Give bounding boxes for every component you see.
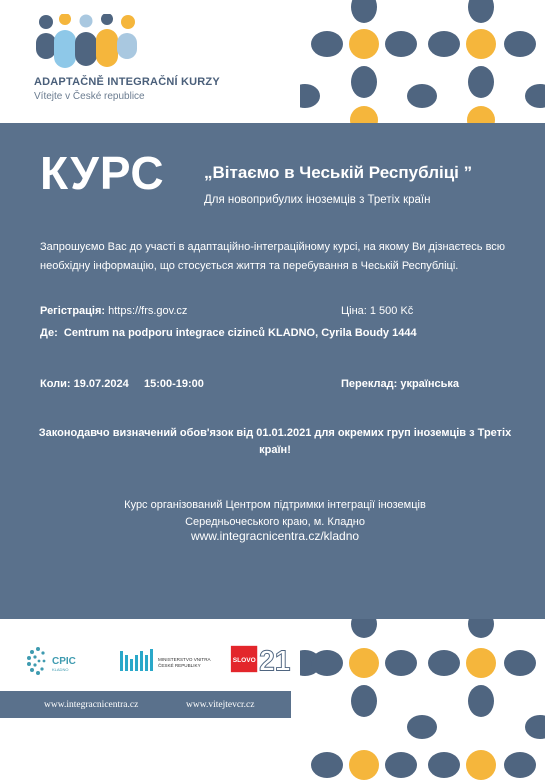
logo-figure-body	[117, 33, 137, 59]
slovo-number: 21	[259, 644, 291, 675]
date-value: 19.07.2024	[73, 378, 129, 390]
law-notice: Законодавчо визначений обов'язок від 01.01.2021 для окремих груп іноземців з Третіх країн!	[38, 427, 512, 456]
flower-icon	[428, 0, 536, 98]
logo-figure-head	[121, 15, 135, 29]
date-line	[40, 378, 204, 390]
slovo21-logo	[229, 643, 293, 675]
ministry-emblem-icon	[120, 649, 153, 671]
footer-link-vitejtevcr[interactable]: www.vitejtevcr.cz	[186, 700, 255, 710]
logo-figure-body	[75, 32, 97, 66]
registration-label: Регістрація:	[40, 305, 106, 317]
organizer-line: Курс організований Центром підтримки інтеграції іноземців	[124, 499, 426, 511]
bottom-flower-pattern	[300, 619, 545, 782]
cpic-logo	[26, 645, 88, 677]
flower-icon	[311, 0, 417, 98]
logo-figure-body	[36, 33, 56, 59]
time-value: 15:00-19:00	[143, 378, 204, 390]
logo-title: ADAPTAČNĚ INTEGRAČNÍ KURZY	[34, 76, 220, 88]
place-label: Де:	[40, 327, 58, 339]
top-flower-pattern	[300, 0, 545, 123]
ministry-logo	[120, 645, 212, 677]
flower-icon	[311, 750, 417, 780]
place-value: Centrum na podporu integrace cizinců KLADNO, Cyrila Boudy 1444	[63, 327, 417, 339]
organizer-text	[30, 497, 520, 531]
logo-figure-head	[39, 15, 53, 29]
cpic-dots-icon	[27, 647, 45, 675]
translation-label: Переклад:	[341, 378, 398, 390]
logo-figure-head	[80, 15, 93, 28]
ministry-name-line1: MINISTERSTVO VNITRA	[158, 657, 211, 662]
logo-figure-head	[101, 14, 113, 25]
slovo-text: SLOVO	[232, 656, 256, 664]
flower-icon	[311, 648, 417, 717]
translation-value: українська	[400, 378, 460, 390]
price: Ціна: 1 500 Kč	[341, 305, 414, 317]
organizer-line: Середньочеського краю, м. Кладно	[185, 516, 365, 528]
logo-subtitle: Vítejte v České republice	[34, 91, 145, 102]
registration-line	[40, 305, 187, 317]
logo-figure-body	[96, 29, 118, 67]
course-subtitle: Для новоприбулих іноземців з Третіх країн	[204, 194, 431, 206]
organizer-url[interactable]: www.integracnicentra.cz/kladno	[190, 529, 360, 543]
course-title: „Вітаємо в Чеській Республіці ”	[204, 163, 473, 182]
course-heading: КУРС	[40, 147, 165, 199]
registration-link[interactable]: https://frs.gov.cz	[105, 305, 188, 317]
footer-link-integracnicentra[interactable]: www.integracnicentra.cz	[44, 700, 139, 710]
place-line	[40, 327, 417, 339]
cpic-text: CPIC	[52, 656, 76, 667]
flower-icon	[428, 648, 536, 717]
ministry-name-line2: ČESKÉ REPUBLIKY	[158, 663, 201, 668]
translation-line	[341, 378, 459, 390]
date-label: Коли:	[40, 378, 71, 390]
logo-figure-body	[54, 30, 76, 68]
logo-figure-head	[59, 14, 71, 25]
intro-text: Запрошуємо Вас до участі в адаптаційно-інтеграційному курсі, на якому Ви дізнаєтесь всю необхідну інформацію, що стосується життя та перебування в Чеській Республіці.	[40, 241, 506, 272]
cpic-subtext: KLADNO	[52, 667, 69, 672]
flower-icon	[428, 750, 536, 780]
